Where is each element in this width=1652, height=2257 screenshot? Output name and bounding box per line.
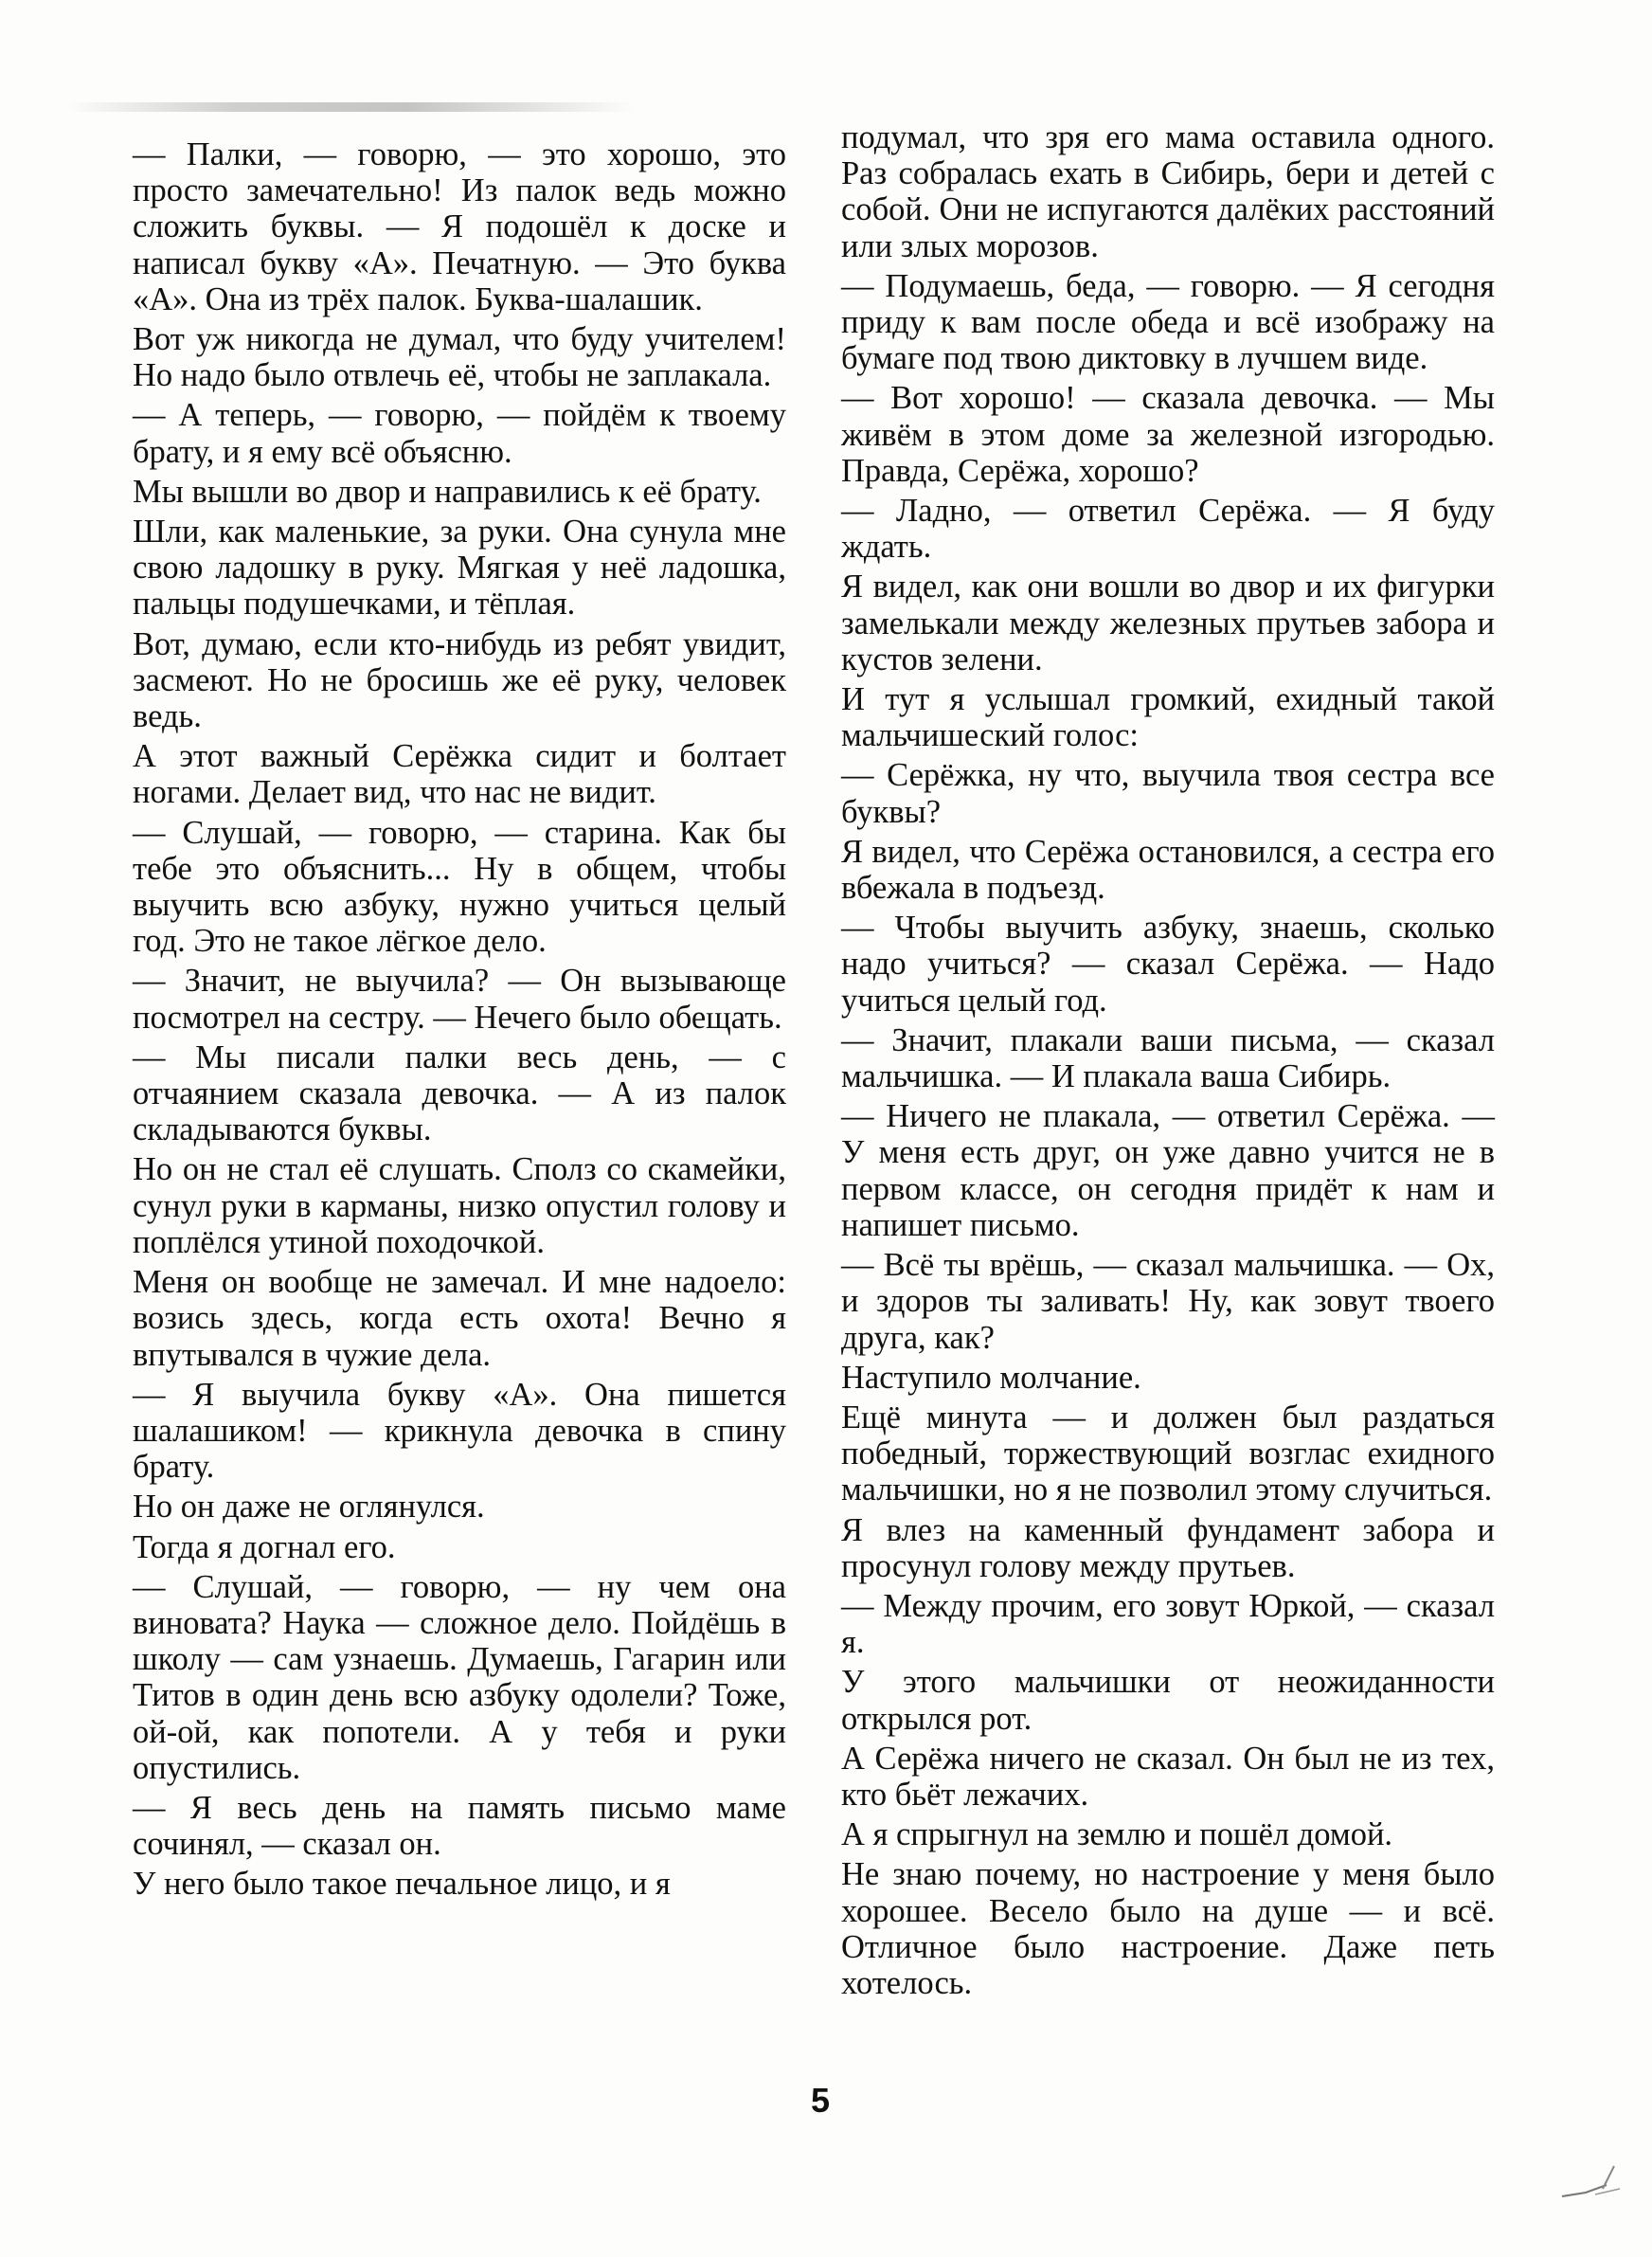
paragraph: Я видел, как они вошли во двор и их фигурки замелькали между железных прутьев забора и кустов зелени. — [841, 569, 1495, 677]
paragraph: — Между прочим, его зовут Юркой, — сказал я. — [841, 1587, 1495, 1661]
paragraph: Вот, думаю, если кто-нибудь из ребят увидит, засмеют. Но не бросишь же её руку, человек ведь. — [133, 625, 786, 735]
paragraph: подумал, что зря его мама оставила одного. Раз собралась ехать в Сибирь, бери и детей с собой. Они не испугаются далёких расстояний или злых морозов. — [841, 119, 1495, 264]
paragraph: Не знаю почему, но настроение у меня было хорошее. Весело было на душе — и всё. Отличное было настроение. Даже петь хотелось. — [841, 1856, 1495, 2001]
paragraph: — Значит, плакали ваши письма, — сказал мальчишка. — И плакала ваша Сибирь. — [841, 1021, 1495, 1095]
paragraph: И тут я услышал громкий, ехидный такой мальчишеский голос: — [841, 681, 1495, 754]
paragraph: — Палки, — говорю, — это хорошо, это просто замечательно! Из палок ведь можно сложить буквы. — Я подошёл к доске и написал букву «А». Печатную. — Это буква «А». Она из трёх палок. Буква-шалашик. — [133, 136, 786, 317]
right-column — [841, 119, 1495, 2001]
paragraph: Тогда я догнал его. — [133, 1528, 396, 1565]
paragraph: — Слушай, — говорю, — старина. Как бы тебе это объяснить... Ну в общем, чтобы выучить всю азбуку, нужно учиться целый год. Это не такое лёгкое дело. — [133, 814, 786, 960]
paragraph: А Серёжа ничего не сказал. Он был не из тех, кто бьёт лежачих. — [841, 1740, 1495, 1813]
paragraph: — Значит, не выучила? — Он вызывающе посмотрел на сестру. — Нечего было обещать. — [133, 963, 786, 1036]
paragraph: А я спрыгнул на землю и пошёл домой. — [841, 1816, 1393, 1853]
paragraph: Я видел, что Серёжа остановился, а сестра его вбежала в подъезд. — [841, 833, 1495, 907]
paragraph: Меня он вообще не замечал. И мне надоело: возись здесь, когда есть охота! Вечно я впутывался в чужие дела. — [133, 1264, 786, 1373]
paragraph: — Чтобы выучить азбуку, знаешь, сколько надо учиться? — сказал Серёжа. — Надо учиться целый год. — [841, 910, 1495, 1019]
paragraph: — Серёжка, ну что, выучила твоя сестра все буквы? — [841, 757, 1495, 830]
paragraph: — Ладно, — ответил Серёжа. — Я буду ждать. — [841, 493, 1495, 566]
paragraph: Вот уж никогда не думал, что буду учителем! Но надо было отвлечь её, чтобы не заплакала. — [133, 321, 786, 394]
paragraph: — А теперь, — говорю, — пойдём к твоему брату, и я ему всё объясню. — [133, 397, 786, 470]
page-number: 5 — [811, 2081, 831, 2120]
paragraph: — Мы писали палки весь день, — с отчаянием сказала девочка. — А из палок складываются буквы. — [133, 1038, 786, 1148]
pencil-scribble-icon — [1557, 2157, 1624, 2204]
paragraph: У него было такое печальное лицо, и я — [133, 1866, 671, 1903]
paragraph: Шли, как маленькие, за руки. Она сунула мне свою ладошку в руку. Мягкая у неё ладошка, пальцы подушечками, и тёплая. — [133, 514, 786, 623]
scan-smudge — [66, 102, 635, 112]
paragraph: — Я выучила букву «А». Она пишется шалашиком! — крикнула девочка в спину брату. — [133, 1376, 786, 1486]
paragraph: — Вот хорошо! — сказала девочка. — Мы живём в этом доме за железной изгородью. Правда, Серёжа, хорошо? — [841, 380, 1495, 489]
paragraph: Я влез на каменный фундамент забора и просунул голову между прутьев. — [841, 1511, 1495, 1584]
paragraph: — Всё ты врёшь, — сказал мальчишка. — Ох, и здоров ты заливать! Ну, как зовут твоего друга, как? — [841, 1247, 1495, 1356]
paragraph: Но он даже не оглянулся. — [133, 1489, 485, 1526]
paragraph: — Слушай, — говорю, — ну чем она виновата? Наука — сложное дело. Пойдёшь в школу — сам узнаешь. Думаешь, Гагарин или Титов в один день всю азбуку одолели? Тоже, ой-ой, как попотели. А у тебя и руки опустились. — [133, 1568, 786, 1786]
paragraph: Наступило молчание. — [841, 1359, 1141, 1396]
paragraph: Но он не стал её слушать. Сполз со скамейки, сунул руки в карманы, низко опустил голову и поплёлся утиной походочкой. — [133, 1151, 786, 1260]
paragraph: А этот важный Серёжка сидит и болтает ногами. Делает вид, что нас не видит. — [133, 738, 786, 811]
paragraph: У этого мальчишки от неожиданности открылся рот. — [841, 1664, 1495, 1737]
paragraph: Ещё минута — и должен был раздаться победный, торжествующий возглас ехидного мальчишки, но я не позволил этому случиться. — [841, 1399, 1495, 1508]
paragraph: — Подумаешь, беда, — говорю. — Я сегодня приду к вам после обеда и всё изображу на бумаге под твою диктовку в лучшем виде. — [841, 267, 1495, 377]
paragraph: — Ничего не плакала, — ответил Серёжа. — У меня есть друг, он уже давно учится не в первом классе, он сегодня придёт к нам и напишет письмо. — [841, 1098, 1495, 1243]
paragraph: — Я весь день на память письмо маме сочинял, — сказал он. — [133, 1789, 786, 1863]
paragraph: Мы вышли во двор и направились к её брату. — [133, 473, 762, 510]
left-column — [133, 136, 786, 1903]
